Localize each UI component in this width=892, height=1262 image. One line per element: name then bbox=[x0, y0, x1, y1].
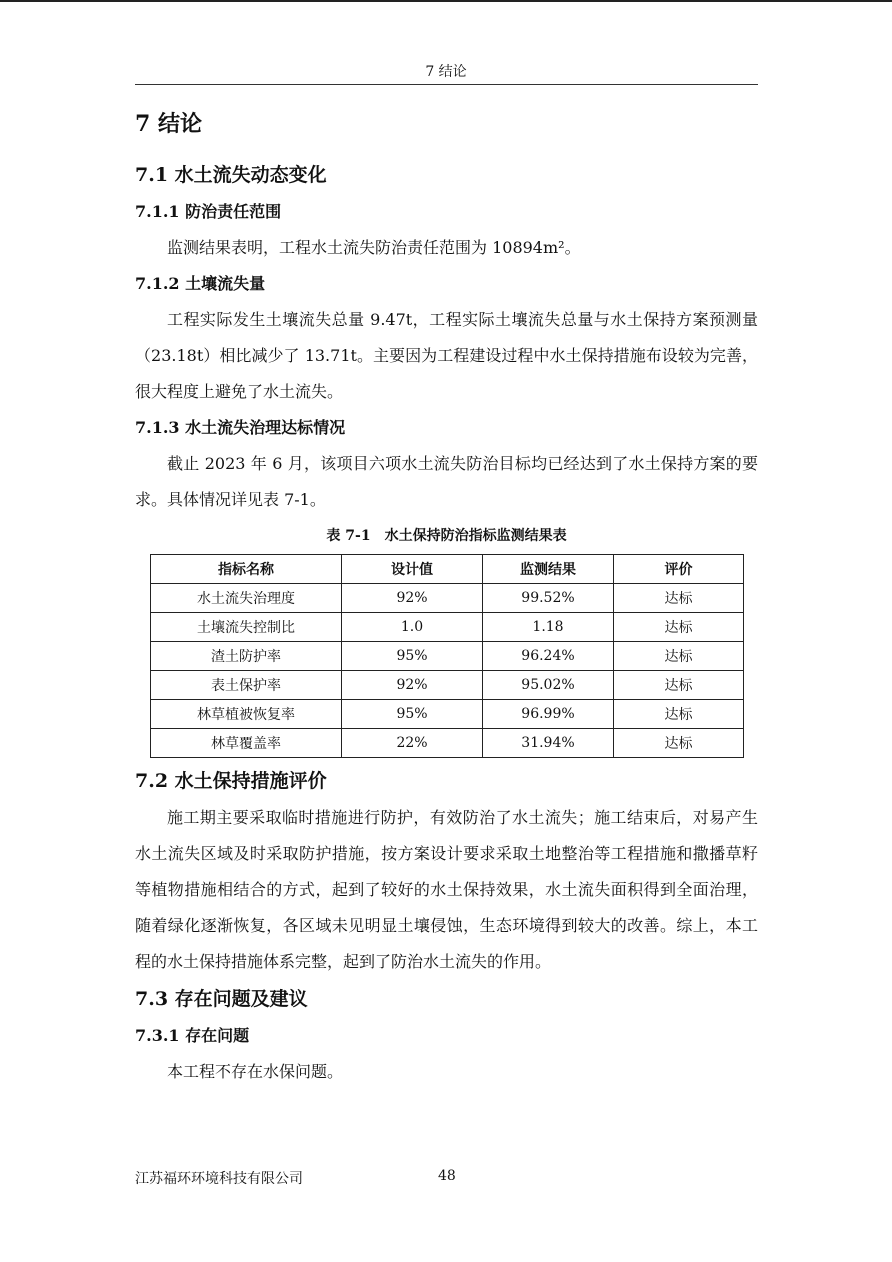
paragraph-7-2: 施工期主要采取临时措施进行防护，有效防治了水土流失；施工结束后，对易产生水土流失区域及时采取防护措施，按方案设计要求采取土地整治等工程措施和撒播草籽等植物措施相结合的方式，起到了较好的水土保持效果，水土流失面积得到全面治理，随着绿化逐渐恢复，各区域未见明显土壤侵蚀，生态环境得到较大的改善。综上，本工程的水土保持措施体系完整，起到了防治水土流失的作用。 bbox=[135, 808, 758, 971]
section-heading-7-1: 7.1 水土流失动态变化 bbox=[135, 164, 327, 186]
header-cell: 评价 bbox=[614, 555, 744, 584]
table-row bbox=[151, 642, 744, 671]
table-cell: 表土保护率 bbox=[151, 671, 342, 700]
table-cell: 林草覆盖率 bbox=[151, 729, 342, 758]
table-row bbox=[151, 671, 744, 700]
page-body bbox=[135, 104, 758, 1090]
running-header: 7 结论 bbox=[425, 64, 467, 80]
paragraph-7-1-3: 截止 2023 年 6 月，该项目六项水土流失防治目标均已经达到了水土保持方案的要求。具体情况详见表 7-1。 bbox=[135, 454, 758, 509]
table-cell: 1.0 bbox=[342, 613, 483, 642]
header-cell: 监测结果 bbox=[483, 555, 614, 584]
table-cell: 水土流失治理度 bbox=[151, 584, 342, 613]
top-border bbox=[0, 0, 892, 2]
table-row bbox=[151, 700, 744, 729]
table-cell: 1.18 bbox=[483, 613, 614, 642]
table-cell: 31.94% bbox=[483, 729, 614, 758]
results-table bbox=[150, 554, 744, 758]
table-row bbox=[151, 584, 744, 613]
subsection-heading-7-1-1: 7.1.1 防治责任范围 bbox=[135, 202, 282, 221]
table-cell: 土壤流失控制比 bbox=[151, 613, 342, 642]
header-cell: 指标名称 bbox=[151, 555, 342, 584]
table-caption: 表 7-1 水土保持防治指标监测结果表 bbox=[326, 528, 567, 544]
table-cell: 95.02% bbox=[483, 671, 614, 700]
table-cell: 达标 bbox=[614, 642, 744, 671]
table-cell: 22% bbox=[342, 729, 483, 758]
table-cell: 达标 bbox=[614, 700, 744, 729]
table-cell: 达标 bbox=[614, 613, 744, 642]
table-header-row bbox=[151, 555, 744, 584]
page-number: 48 bbox=[438, 1168, 456, 1184]
table-cell: 92% bbox=[342, 671, 483, 700]
table-cell: 达标 bbox=[614, 671, 744, 700]
table-cell: 林草植被恢复率 bbox=[151, 700, 342, 729]
table-cell: 95% bbox=[342, 700, 483, 729]
table-row bbox=[151, 613, 744, 642]
section-heading-7-3: 7.3 存在问题及建议 bbox=[135, 988, 308, 1010]
table-row bbox=[151, 729, 744, 758]
table-cell: 达标 bbox=[614, 729, 744, 758]
paragraph-7-3-1: 本工程不存在水保问题。 bbox=[167, 1062, 344, 1081]
section-heading-7-2: 7.2 水土保持措施评价 bbox=[135, 770, 327, 792]
footer-company: 江苏福环环境科技有限公司 bbox=[135, 1171, 303, 1187]
table-cell: 92% bbox=[342, 584, 483, 613]
paragraph-7-1-2: 工程实际发生土壤流失总量 9.47t，工程实际土壤流失总量与水土保持方案预测量（23.18t）相比减少了 13.71t。主要因为工程建设过程中水土保持措施布设较为完善，很大程度上避免了水土流失。 bbox=[135, 310, 758, 401]
table-cell: 达标 bbox=[614, 584, 744, 613]
chapter-title: 7 结论 bbox=[135, 111, 202, 137]
table-cell: 96.99% bbox=[483, 700, 614, 729]
header-cell: 设计值 bbox=[342, 555, 483, 584]
paragraph-7-1-1: 监测结果表明，工程水土流失防治责任范围为 10894m²。 bbox=[167, 238, 581, 257]
subsection-heading-7-3-1: 7.3.1 存在问题 bbox=[135, 1026, 250, 1045]
table-cell: 渣土防护率 bbox=[151, 642, 342, 671]
table-cell: 96.24% bbox=[483, 642, 614, 671]
subsection-heading-7-1-3: 7.1.3 水土流失治理达标情况 bbox=[135, 418, 346, 437]
header-divider bbox=[135, 84, 758, 85]
table-cell: 95% bbox=[342, 642, 483, 671]
table-cell: 99.52% bbox=[483, 584, 614, 613]
subsection-heading-7-1-2: 7.1.2 土壤流失量 bbox=[135, 274, 266, 293]
